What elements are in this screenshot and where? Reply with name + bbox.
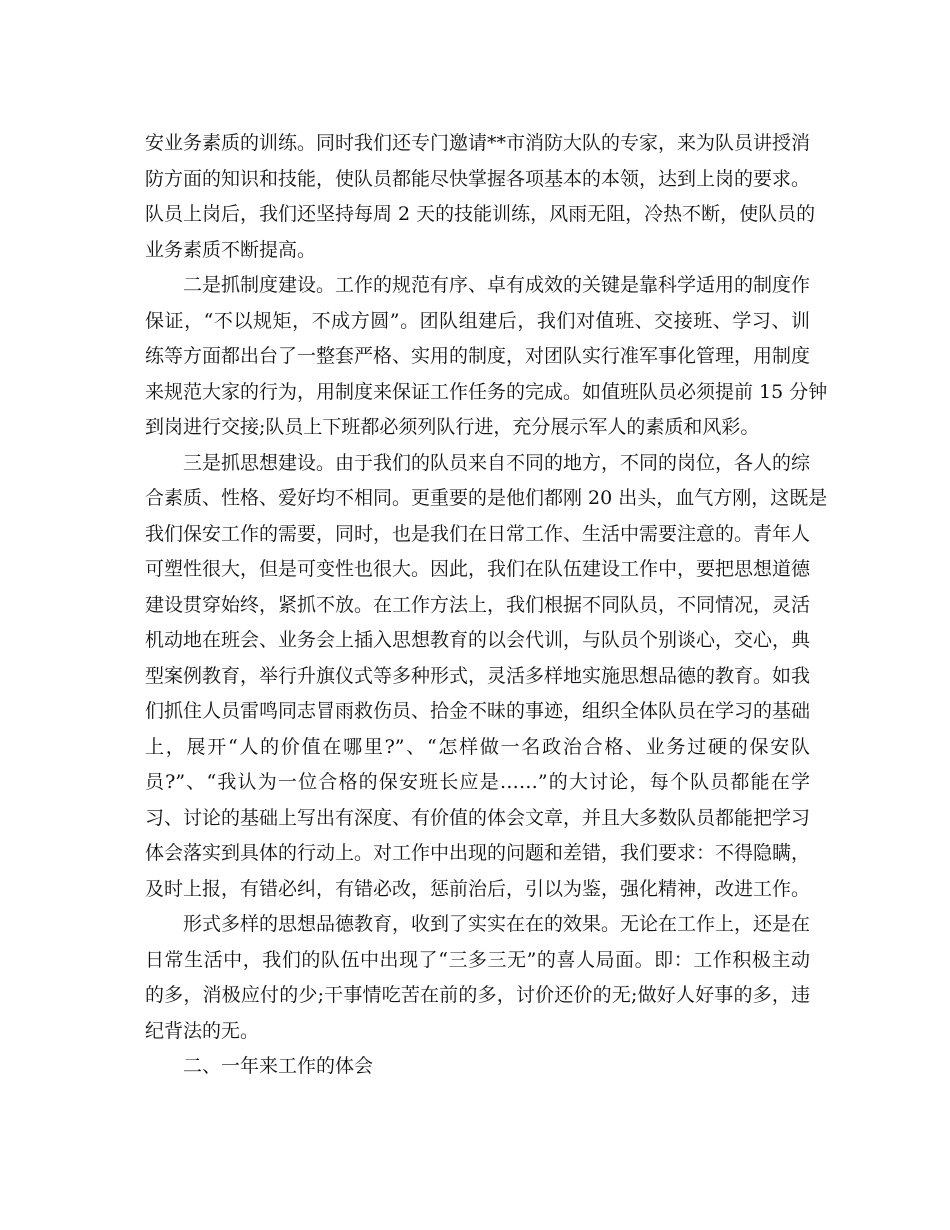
text-line: 体会落实到具体的行动上。对工作中出现的问题和差错，我们要求：不得隐瞒， [145, 842, 811, 864]
document-body [145, 126, 828, 1085]
text-line: 习、讨论的基础上写出有深度、有价值的体会文章，并且大多数队员都能把学习 [145, 806, 811, 829]
text-line: 形式多样的思想品德教育，收到了实实在在的效果。无论在工作上，还是在 [183, 913, 811, 935]
text-line: 合素质、性格、爱好均不相同。更重要的是他们都刚 20 出头，血气方刚，这既是 [145, 487, 828, 509]
text-line: 员?”、“我认为一位合格的保安班长应是……”的大讨论，每个队员都能在学 [145, 771, 810, 793]
paragraph [145, 907, 810, 1049]
text-line: 安业务素质的训练。同时我们还专门邀请**市消防大队的专家，来为队员讲授消 [145, 132, 811, 154]
text-line: 练等方面都出台了一整套严格、实用的制度，对团队实行准军事化管理，用制度 [145, 345, 811, 367]
text-line: 建设贯穿始终，紧抓不放。在工作方法上，我们根据不同队员，不同情况，灵活 [145, 593, 811, 616]
text-line: 三是抓思想建设。由于我们的队员来自不同的地方，不同的岗位，各人的综 [183, 451, 811, 474]
text-line: 我们保安工作的需要，同时，也是我们在日常工作、生活中需要注意的。青年人 [145, 522, 811, 545]
text-line: 到岗进行交接;队员上下班都必须列队行进，充分展示军人的素质和风彩。 [145, 416, 760, 438]
paragraph [145, 126, 816, 268]
text-line: 及时上报，有错必纠，有错必改，惩前治后，引以为鉴，强化精神，改进工作。 [145, 877, 811, 900]
paragraph [145, 446, 828, 908]
text-line: 保证，“不以规矩，不成方圆”。团队组建后，我们对值班、交接班、学习、训 [145, 309, 810, 332]
text-line: 纪背法的无。 [145, 1019, 260, 1042]
paragraph [145, 268, 828, 446]
text-line: 日常生活中，我们的队伍中出现了“三多三无”的喜人局面。即：工作积极主动 [145, 948, 810, 971]
text-line: 来规范大家的行为，用制度来保证工作任务的完成。如值班队员必须提前 15 分钟 [145, 380, 828, 403]
text-line: 型案例教育，举行升旗仪式等多种形式，灵活多样地实施思想品德的教育。如我 [145, 664, 811, 687]
text-line: 二是抓制度建设。工作的规范有序、卓有成效的关键是靠科学适用的制度作 [183, 274, 811, 296]
paragraph [145, 1049, 810, 1085]
text-line: 二、一年来工作的体会 [183, 1055, 374, 1077]
text-line: 业务素质不断提高。 [145, 238, 317, 261]
text-line: 们抓住人员雷鸣同志冒雨救伤员、拾金不昧的事迹，组织全体队员在学习的基础 [145, 700, 811, 722]
text-line: 上，展开“人的价值在哪里?”、“怎样做一名政治合格、业务过硬的保安队 [145, 735, 810, 758]
text-line: 队员上岗后，我们还坚持每周 2 天的技能训练，风雨无阻，冷热不断，使队员的 [145, 203, 816, 225]
text-line: 防方面的知识和技能，使队员都能尽快掌握各项基本的本领，达到上岗的要求。 [145, 167, 811, 190]
text-line: 的多，消极应付的少;干事情吃苦在前的多，讨价还价的无;做好人好事的多，违 [145, 984, 810, 1006]
text-line: 可塑性很大，但是可变性也很大。因此，我们在队伍建设工作中，要把思想道德 [145, 558, 811, 580]
text-line: 机动地在班会、业务会上插入思想教育的以会代训，与队员个别谈心，交心，典 [145, 629, 811, 651]
